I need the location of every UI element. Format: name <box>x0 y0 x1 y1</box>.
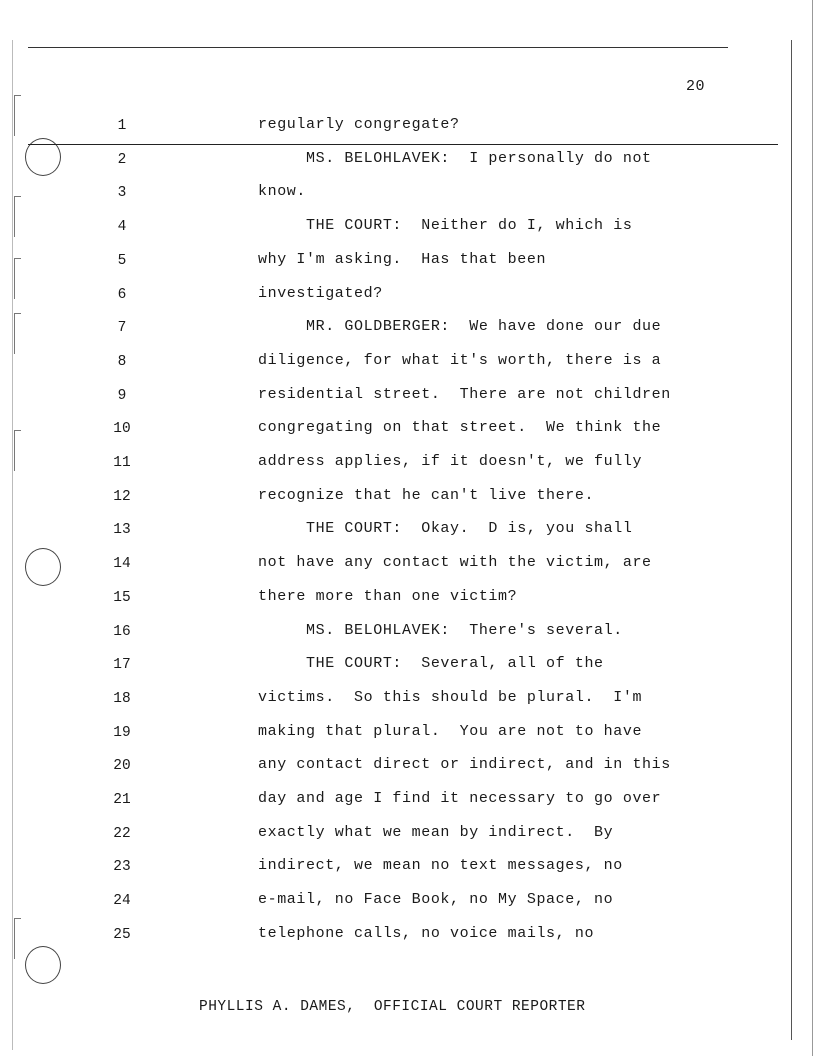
line-number: 12 <box>113 489 131 505</box>
margin-tick <box>14 258 21 299</box>
transcript-line-text: residential street. There are not children <box>258 386 671 403</box>
transcript-line-text: congregating on that street. We think the <box>258 419 662 436</box>
transcript-line-text: there more than one victim? <box>258 588 518 605</box>
margin-tick <box>14 430 21 471</box>
transcript-line-text: e-mail, no Face Book, no My Space, no <box>258 891 614 908</box>
line-number: 6 <box>117 287 127 303</box>
page-edge <box>812 0 813 1056</box>
line-number: 4 <box>117 219 127 235</box>
transcript-line-text: exactly what we mean by indirect. By <box>258 824 614 841</box>
transcript-line-text: making that plural. You are not to have <box>258 723 643 740</box>
transcript-line-text: victims. So this should be plural. I'm <box>258 689 643 706</box>
line-number: 25 <box>113 927 131 943</box>
line-number: 3 <box>117 185 127 201</box>
line-number: 22 <box>113 826 131 842</box>
transcript-line-text: diligence, for what it's worth, there is a <box>258 352 662 369</box>
transcript-line-text: regularly congregate? <box>258 116 460 133</box>
line-number: 15 <box>113 590 131 606</box>
line-number: 16 <box>113 624 131 640</box>
line-number: 2 <box>117 152 127 168</box>
page-number: 20 <box>686 78 706 95</box>
margin-tick <box>14 313 21 354</box>
transcript-line-text: address applies, if it doesn't, we fully <box>258 453 643 470</box>
transcript-line-text: not have any contact with the victim, are <box>258 554 652 571</box>
transcript-line-text: THE COURT: Okay. D is, you shall <box>258 520 633 537</box>
line-2-rule <box>28 144 778 145</box>
binder-hole <box>25 548 61 586</box>
right-margin-rule <box>791 40 792 1040</box>
line-number: 7 <box>117 320 127 336</box>
line-number: 1 <box>117 118 127 134</box>
transcript-line-text: THE COURT: Neither do I, which is <box>258 217 633 234</box>
transcript-line-text: investigated? <box>258 285 383 302</box>
transcript-line-text: why I'm asking. Has that been <box>258 251 547 268</box>
margin-tick <box>14 918 21 959</box>
line-number: 18 <box>113 691 131 707</box>
left-margin-rule <box>12 40 13 1050</box>
line-number: 14 <box>113 556 131 572</box>
line-number: 11 <box>113 455 131 471</box>
line-number: 10 <box>113 421 131 437</box>
line-number: 23 <box>113 859 131 875</box>
line-number: 9 <box>117 388 127 404</box>
margin-tick <box>14 196 21 237</box>
reporter-footer: PHYLLIS A. DAMES, OFFICIAL COURT REPORTER <box>199 999 586 1015</box>
transcript-line-text: THE COURT: Several, all of the <box>258 655 604 672</box>
transcript-line-text: any contact direct or indirect, and in this <box>258 756 671 773</box>
line-number: 20 <box>113 758 131 774</box>
transcript-line-text: MS. BELOHLAVEK: There's several. <box>258 622 623 639</box>
transcript-line-text: know. <box>258 183 307 200</box>
binder-hole <box>25 946 61 984</box>
margin-tick <box>14 95 21 136</box>
transcript-line-text: recognize that he can't live there. <box>258 487 595 504</box>
transcript-line-text: MS. BELOHLAVEK: I personally do not <box>258 150 652 167</box>
line-number: 13 <box>113 522 131 538</box>
transcript-line-text: telephone calls, no voice mails, no <box>258 925 595 942</box>
line-number: 5 <box>117 253 127 269</box>
line-number: 24 <box>113 893 131 909</box>
line-number: 21 <box>113 792 131 808</box>
transcript-line-text: day and age I find it necessary to go over <box>258 790 662 807</box>
line-number: 17 <box>113 657 131 673</box>
transcript-line-text: indirect, we mean no text messages, no <box>258 857 623 874</box>
line-number: 19 <box>113 725 131 741</box>
top-rule <box>28 47 728 48</box>
line-number: 8 <box>117 354 127 370</box>
transcript-line-text: MR. GOLDBERGER: We have done our due <box>258 318 662 335</box>
